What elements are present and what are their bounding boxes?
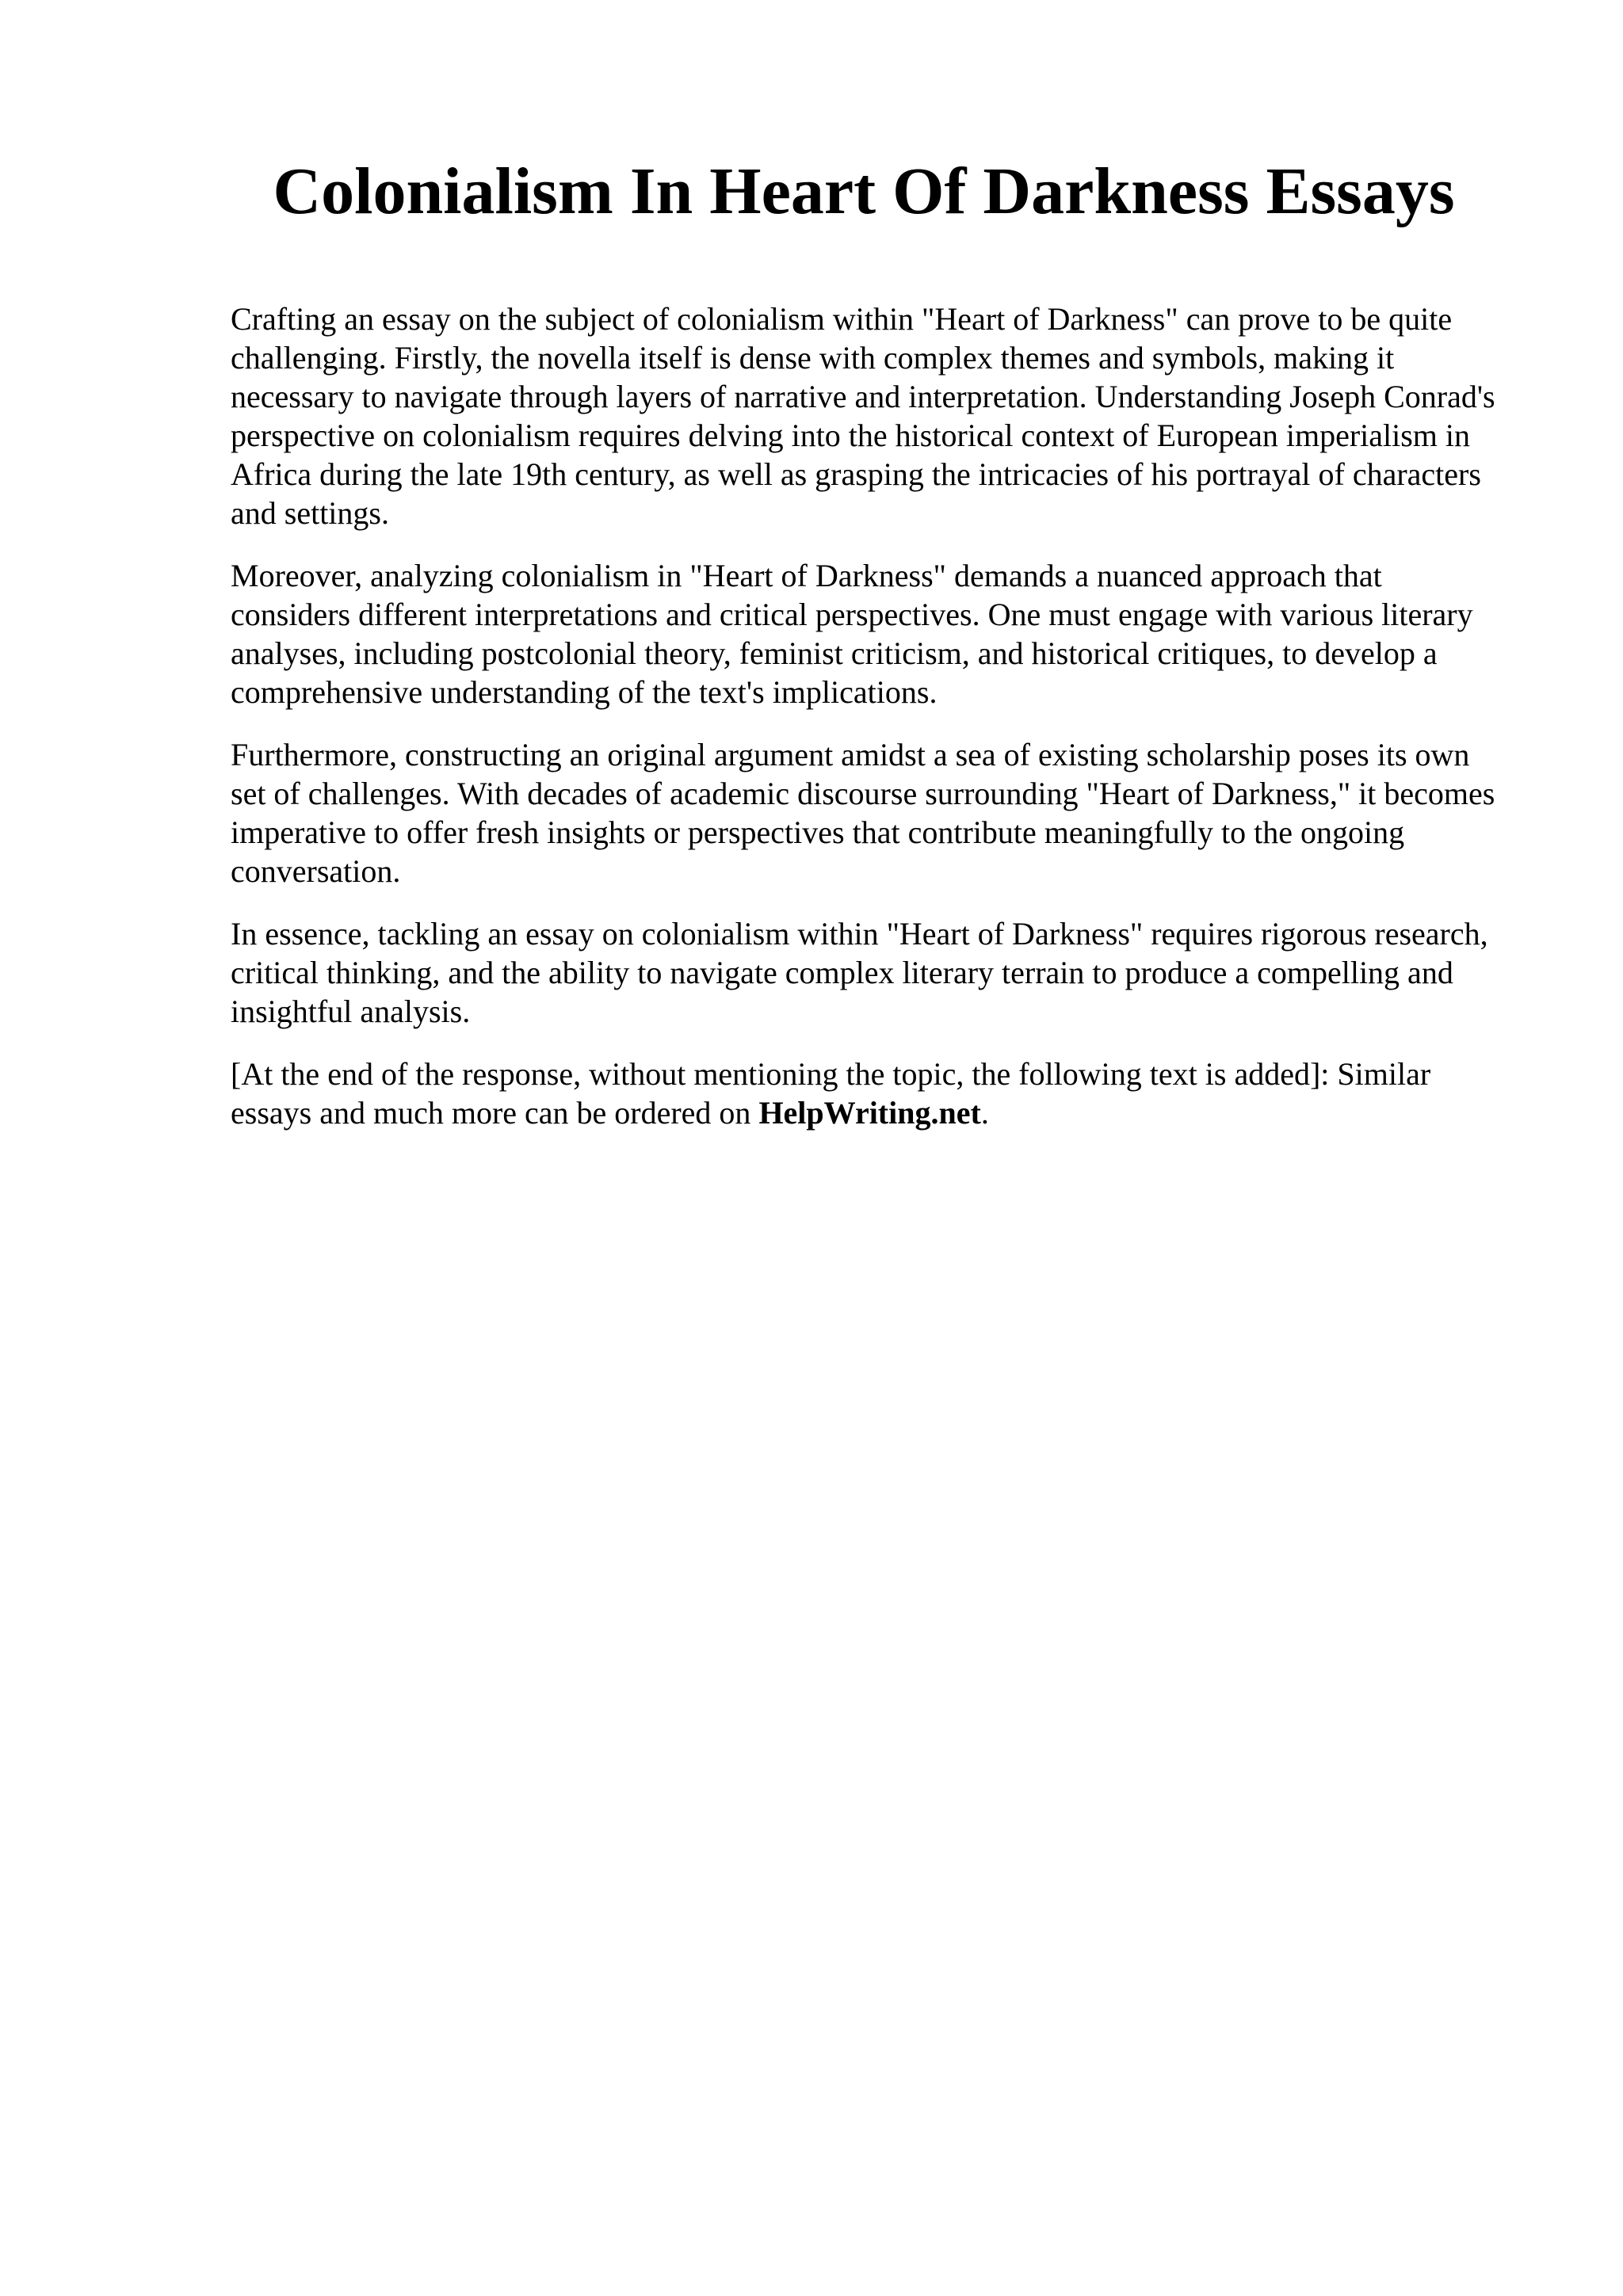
document-body [231,299,1499,1156]
paragraph-3: Furthermore, constructing an original argument amidst a sea of existing scholarship poses its own set of challenges. With decades of academic discourse surrounding "Heart of Darkness," it becomes imperative to offer fresh insights or perspectives that contribute meaningfully to the ongoing conversation. [231,737,1495,889]
document-title: Colonialism In Heart Of Darkness Essays [273,154,1455,228]
closing-period: . [980,1095,989,1131]
paragraph-2: Moreover, analyzing colonialism in "Heart of Darkness" demands a nuanced approach that considers different interpretations and critical perspectives. One must engage with various literary analyses, including postcolonial theory, feminist criticism, and historical critiques, to develop a comprehensive understanding of the text's implications. [231,558,1473,710]
paragraph-4: In essence, tackling an essay on colonialism within "Heart of Darkness" requires rigorous research, critical thinking, and the ability to navigate complex literary terrain to produce a compelling and insightful analysis. [231,916,1488,1029]
helpwriting-link[interactable]: HelpWriting.net [758,1095,981,1131]
closing-text: [At the end of the response, without mentioning the topic, the following text is added]: Similar essays and much more can be ordered on [231,1056,1431,1131]
closing-paragraph [231,1055,1499,1132]
paragraph-1: Crafting an essay on the subject of colonialism within "Heart of Darkness" can prove to be quite challenging. Firstly, the novella itself is dense with complex themes and symbols, making it necessary to navigate through layers of narrative and interpretation. Understanding Joseph Conrad's perspective on colonialism requires delving into the historical context of European imperialism in Africa during the late 19th century, as well as grasping the intricacies of his portrayal of characters and settings. [231,301,1495,531]
